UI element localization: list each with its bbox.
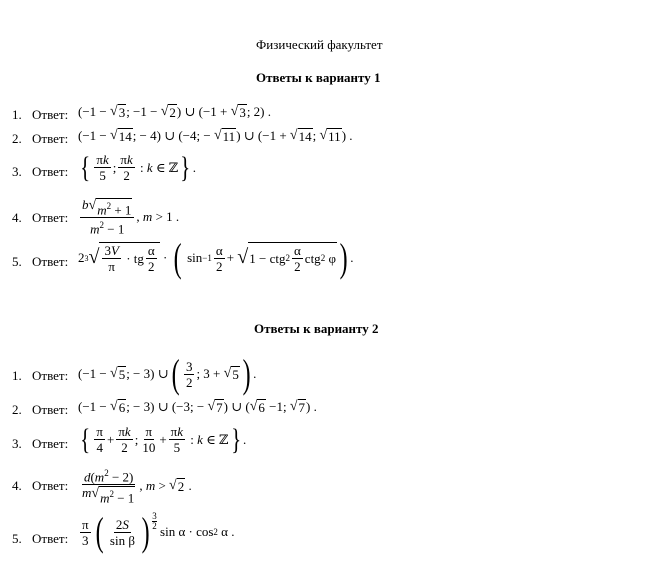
answer-label: Ответ: — [32, 164, 69, 179]
variant1-answer-4: b √ $m^2 + 1$ $m^2 - 1$ , m > 1 . — [82, 197, 180, 237]
answer-number: 5. — [12, 531, 22, 546]
variant2-answer-4: $d(m^2 - 2)$ m √ $m^2 - 1$ , m > √ 2 . — [82, 468, 192, 506]
answer-label: Ответ: — [32, 131, 69, 146]
variant1-answer-2: (−1 − √ 14 ; − 4) ∪ (−4; − √ 11 ) ∪ (−1 + √ 14 ; √ 11 ) . — [78, 128, 353, 144]
variant2-answer-1: (−1 − √ 5 ; − 3) ∪ ( $\frac{3}{2}$ ; 3 + √ 5 ) . — [78, 351, 257, 396]
variant2-answer-5: $\frac{\pi}{3}$ ( $\frac{2S}{\text{sin β}}$ ) 3 2 sin α · cos $_2$ α . — [82, 509, 235, 554]
answer-label: Ответ: — [32, 531, 69, 546]
variant1-title: Ответы к варианту 1 — [256, 70, 381, 85]
answer-number: 2. — [12, 402, 22, 417]
answer-number: 1. — [12, 368, 22, 383]
answer-label: Ответ: — [32, 402, 69, 417]
answer-number: 1. — [12, 107, 22, 122]
answer-number: 5. — [12, 254, 22, 269]
answer-number: 3. — [12, 164, 22, 179]
answer-number: 2. — [12, 131, 22, 146]
answer-number: 3. — [12, 436, 22, 451]
answer-label: Ответ: — [32, 210, 69, 225]
answer-label: Ответ: — [32, 436, 69, 451]
answer-label: Ответ: — [32, 254, 69, 269]
answer-label: Ответ: — [32, 478, 69, 493]
answer-label: Ответ: — [32, 107, 69, 122]
answer-number: 4. — [12, 210, 22, 225]
variant2-answer-2: (−1 − √ 6 ; − 3) ∪ (−3; − √ 7 ) ∪ ( √ 6 −1; √ 7 ) . — [78, 399, 317, 415]
answer-label: Ответ: — [32, 368, 69, 383]
variant1-answer-1: (−1 − √ 3 ; −1 − √ 2 ) ∪ (−1 + √ 3 ; 2) . — [78, 104, 272, 120]
variant2-title: Ответы к варианту 2 — [254, 321, 379, 336]
answer-number: 4. — [12, 478, 22, 493]
variant1-answer-5: 2 3 √ $\frac{3V}{\pi}$ · tg $\frac{\alpha}{2}$ · ( sin −1 $\frac{\alpha}{2}$ + √ 1 − ctg 2 $\frac{\alpha}{2}$ ctg 2 φ ) . — [78, 235, 354, 280]
variant2-answer-3: { $\frac{\pi}{4}$ + $\frac{\pi k}{2}$ ; $\frac{\pi}{10}$ + $\frac{\pi k}{5}$ : k ∈ ℤ } . — [80, 422, 247, 456]
faculty-heading: Физический факультет — [256, 37, 383, 52]
variant1-answer-3: { $\frac{\pi k}{5}$ ; $\frac{\pi k}{2}$ : k ∈ ℤ } . — [80, 150, 196, 184]
